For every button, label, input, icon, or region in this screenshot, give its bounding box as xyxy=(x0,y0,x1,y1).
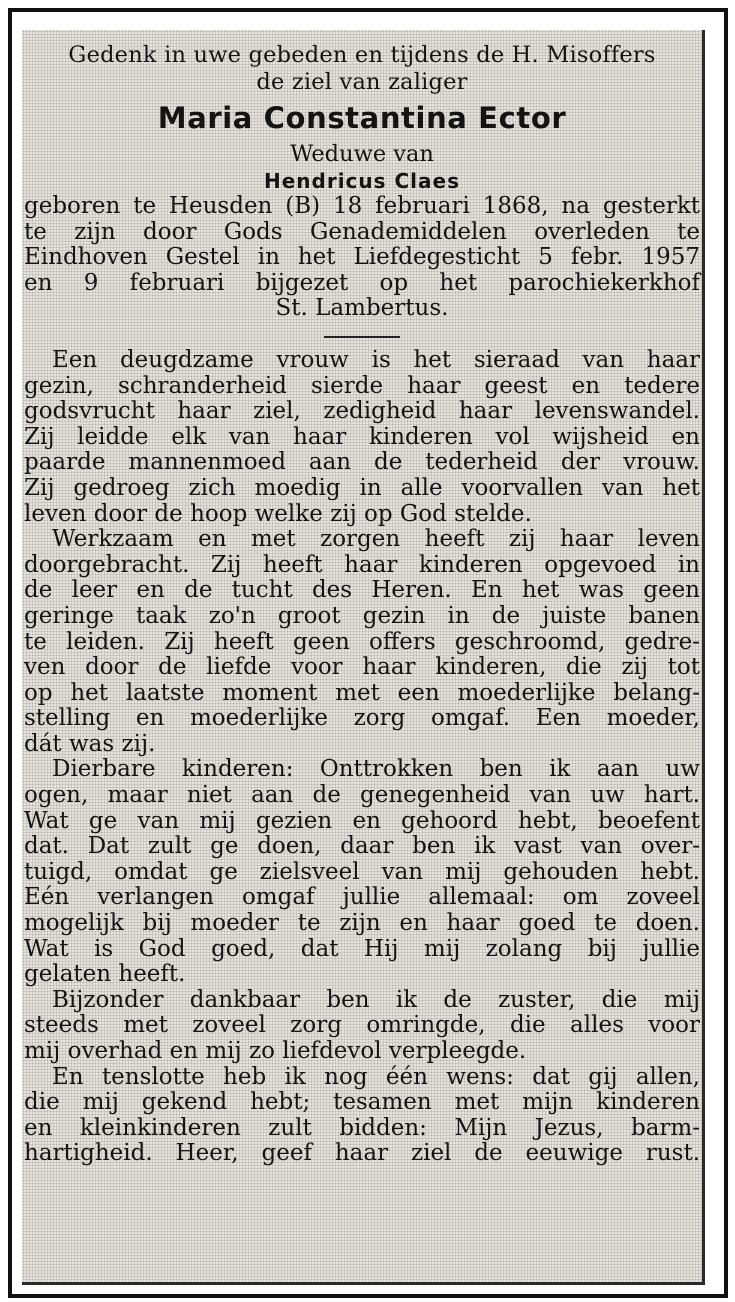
biography-line: St. Lambertus. xyxy=(275,295,449,322)
paragraph-line: ven door de liefde voor haar kinderen, die zij tot xyxy=(24,654,700,681)
paragraph-line: hartigheid. Heer, geef haar ziel de eeuwige rust. xyxy=(24,1140,700,1167)
paragraph-line: dat. Dat zult ge doen, daar ben ik vast van over- xyxy=(24,833,700,860)
paragraph-line: dát was zij. xyxy=(24,730,156,757)
paragraph-virtues xyxy=(22,348,702,527)
husband-name: Hendricus Claes xyxy=(263,169,461,193)
paragraph-line: doorgebracht. Zij heeft haar kinderen opgevoed in xyxy=(24,551,700,578)
paragraph-prayer xyxy=(22,1065,702,1167)
paragraph-line: Een deugdzame vrouw is het sieraad van haar xyxy=(52,346,700,373)
biography-line: geboren te Heusden (B) 18 februari 1868, na gesterkt xyxy=(24,193,700,219)
paragraph-line: mogelijk bij moeder te zijn en haar goed te doen. xyxy=(24,910,700,937)
biography-line: en 9 februari bijgezet op het parochiekerkhof xyxy=(24,269,700,296)
paragraph-line: geringe taak zo'n groot gezin in de juiste banen xyxy=(24,602,700,629)
paragraph-work xyxy=(22,527,702,757)
paragraph-line: En tenslotte heb ik nog één wens: dat gij allen, xyxy=(52,1063,700,1090)
divider xyxy=(324,336,400,338)
paragraph-line: ogen, maar niet aan de genegenheid van uw hart. xyxy=(24,782,700,809)
paragraph-line: Wat is God goed, dat Hij mij zolang bij jullie xyxy=(24,935,700,962)
paragraph-line: de leer en de tucht des Heren. En het was geen xyxy=(24,577,700,604)
paragraph-line: steeds met zoveel zorg omringde, die alles voor xyxy=(24,1012,700,1039)
paragraph-line: gelaten heeft. xyxy=(24,961,186,988)
paragraph-children xyxy=(22,757,702,987)
memorial-card xyxy=(22,30,705,1285)
paragraph-line: en kleinkinderen zult bidden: Mijn Jezus, barm- xyxy=(24,1114,700,1141)
paragraph-line: die mij gekend hebt; tesamen met mijn kinderen xyxy=(24,1089,700,1116)
intro-line-2: de ziel van zaliger xyxy=(256,69,468,95)
biography xyxy=(22,194,702,322)
paragraph-line: te leiden. Zij heeft geen offers geschroomd, gedre- xyxy=(24,628,700,655)
deceased-name: Maria Constantina Ector xyxy=(157,101,567,135)
paragraph-line: Eén verlangen omgaf jullie allemaal: om zoveel xyxy=(24,884,700,911)
paragraph-sister xyxy=(22,988,702,1065)
paragraph-line: Zij gedroeg zich moedig in alle voorvallen van het xyxy=(24,474,700,501)
paragraph-line: gezin, schranderheid sierde haar geest en tedere xyxy=(24,372,700,399)
biography-line: te zijn door Gods Genademiddelen overleden te xyxy=(24,218,700,245)
paragraph-line: leven door de hoop welke zij op God stelde. xyxy=(24,500,532,527)
paragraph-line: Dierbare kinderen: Onttrokken ben ik aan uw xyxy=(52,756,700,783)
paragraph-line: paarde mannenmoed aan de tederheid der vrouw. xyxy=(24,449,700,476)
paragraph-line: Werkzaam en met zorgen heeft zij haar leven xyxy=(52,526,700,553)
card-content xyxy=(22,42,702,1167)
paragraph-line: godsvrucht haar ziel, zedigheid haar levenswandel. xyxy=(24,398,700,425)
paragraph-line: op het laatste moment met een moederlijke belang- xyxy=(24,679,700,706)
biography-line: Eindhoven Gestel in het Liefdegesticht 5 febr. 1957 xyxy=(24,244,700,271)
widow-label: Weduwe van xyxy=(290,141,434,167)
paragraph-line: mij overhad en mij zo liefdevol verpleegde. xyxy=(24,1038,527,1064)
paragraph-line: Wat ge van mij gezien en gehoord hebt, beoefent xyxy=(24,807,700,834)
intro-line-1: Gedenk in uwe gebeden en tijdens de H. Misoffers xyxy=(68,42,656,68)
paragraph-line: Bijzonder dankbaar ben ik de zuster, die mij xyxy=(52,986,700,1013)
paragraph-line: tuigd, omdat ge zielsveel van mij gehouden hebt. xyxy=(24,858,700,885)
paragraph-line: Zij leidde elk van haar kinderen vol wijsheid en xyxy=(24,423,700,450)
paragraph-line: stelling en moederlijke zorg omgaf. Een moeder, xyxy=(24,705,700,732)
